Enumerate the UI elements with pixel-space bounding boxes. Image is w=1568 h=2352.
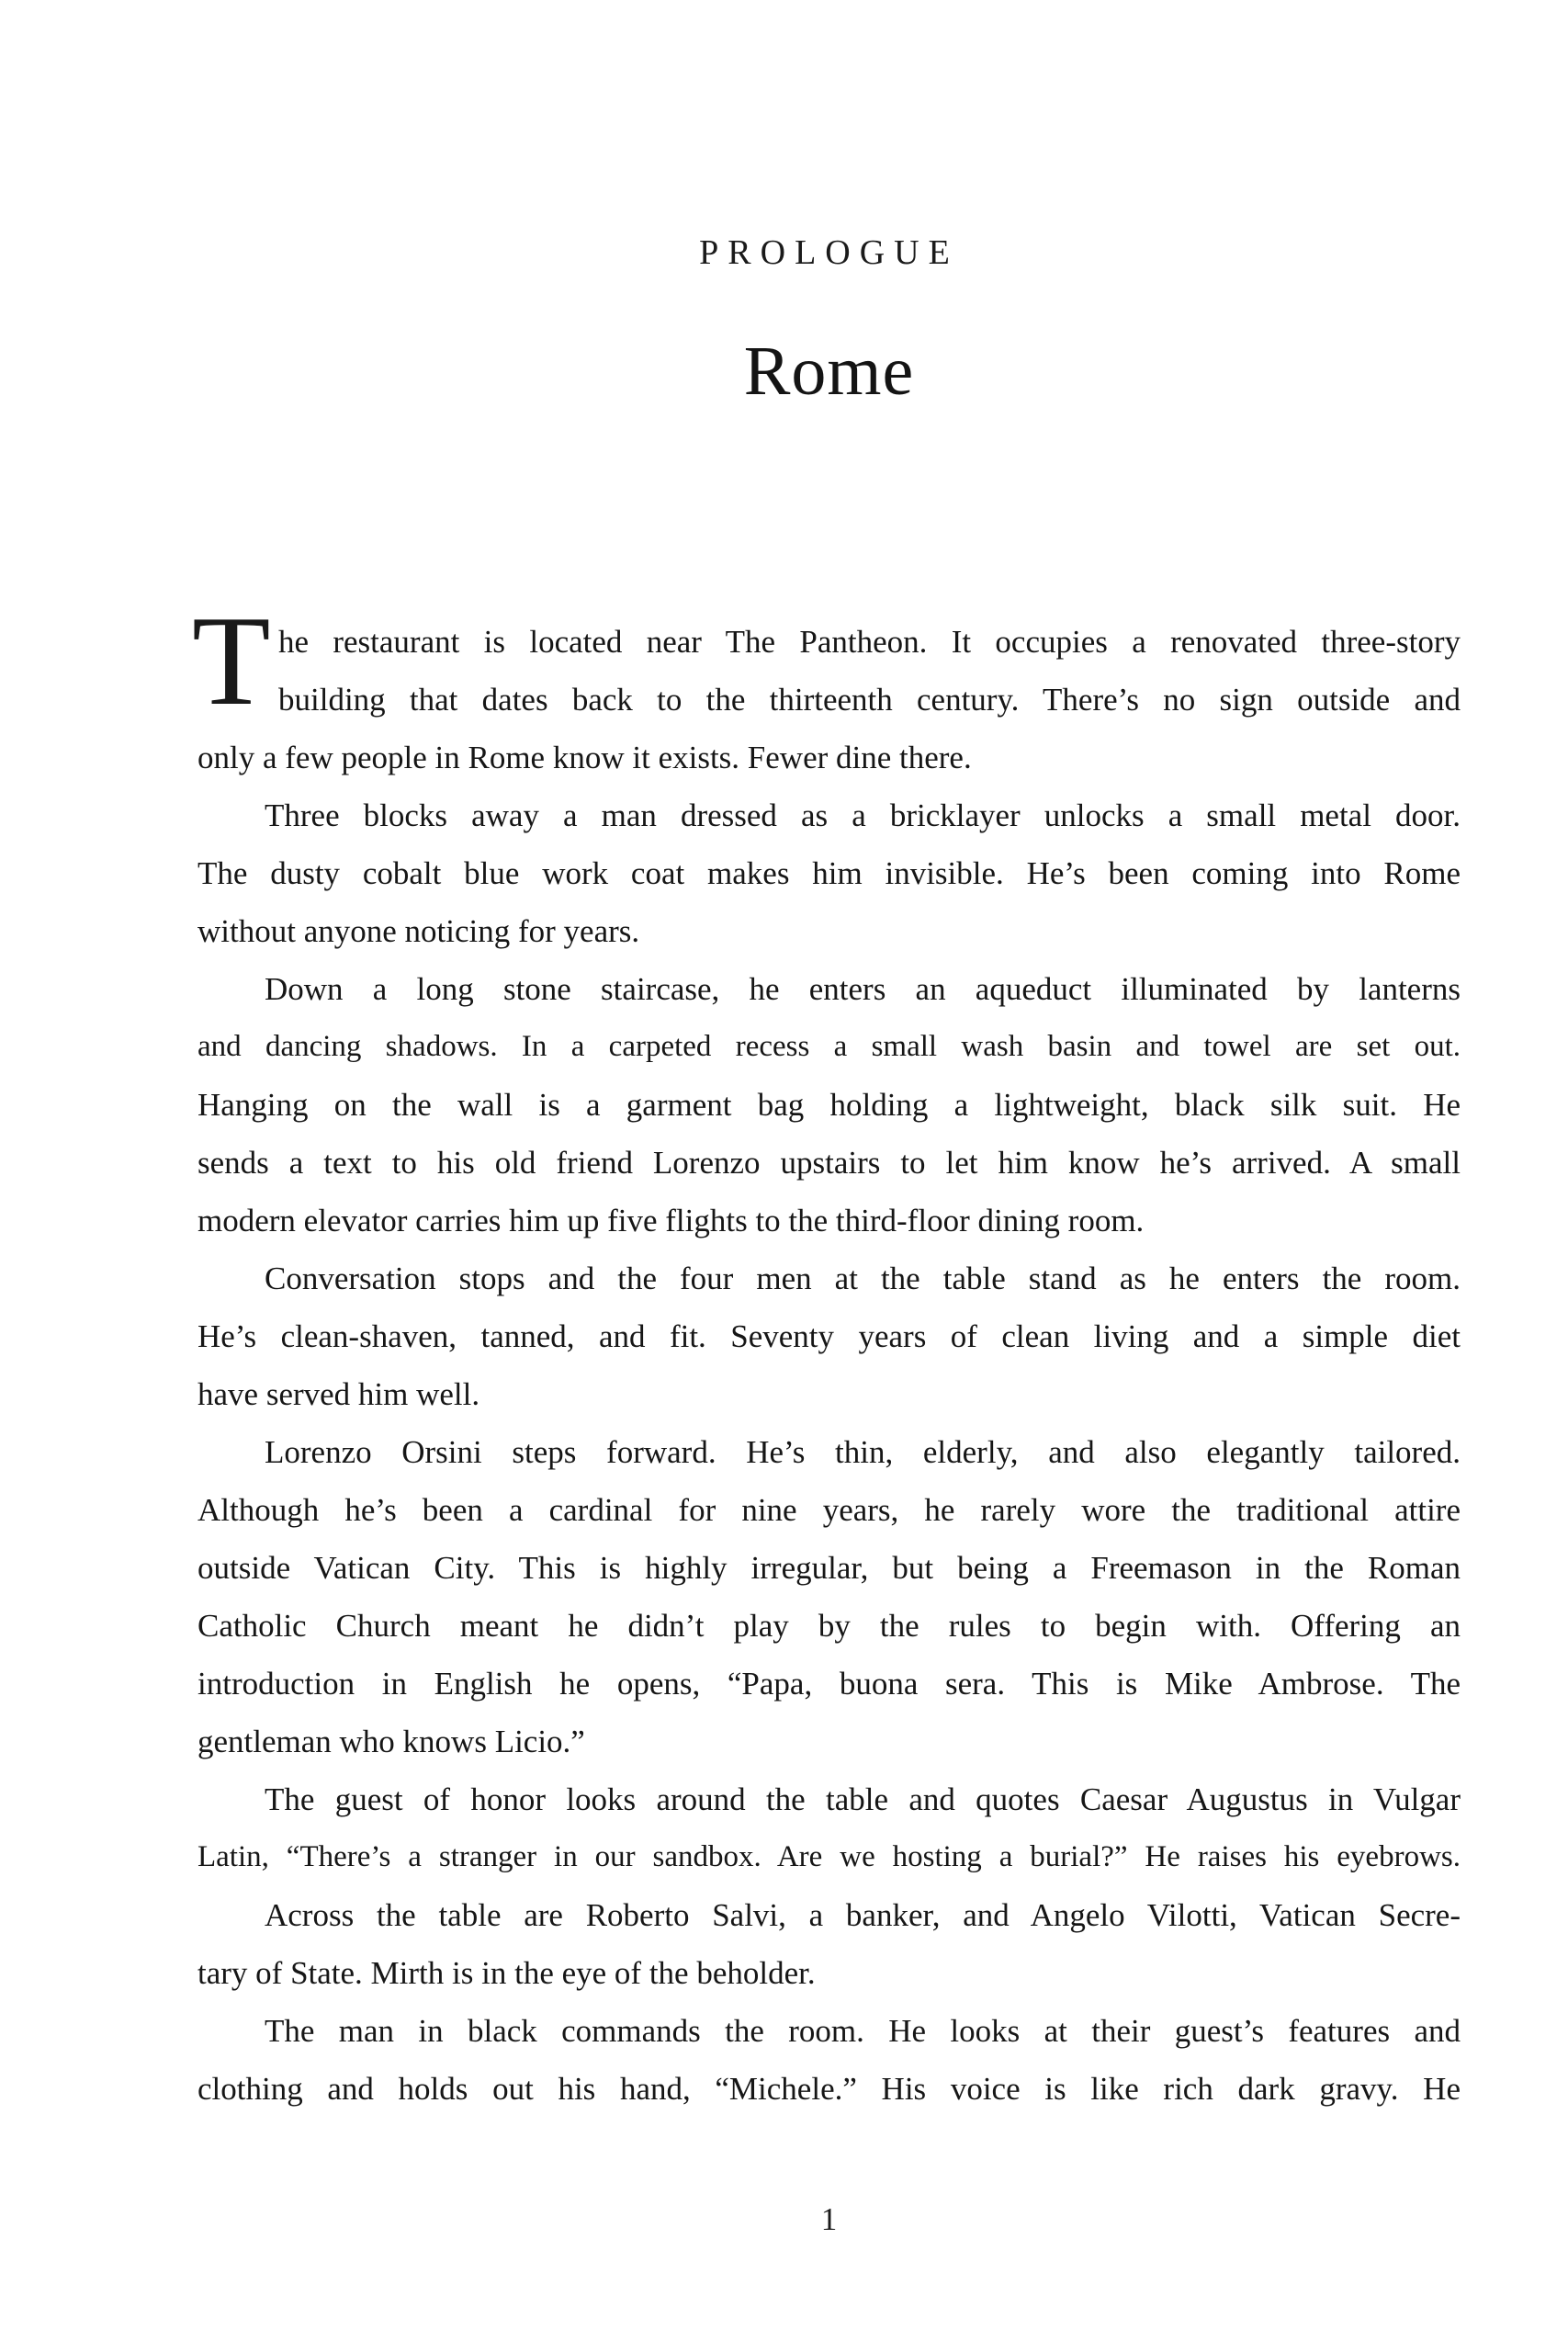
- text-line: sends a text to his old friend Lorenzo upstairs to let him know he’s arrived. A small: [197, 1145, 1461, 1181]
- text-line: Across the table are Roberto Salvi, a banker, and Angelo Vilotti, Vatican Secre-: [265, 1897, 1461, 1933]
- paragraph: [197, 1770, 1461, 1886]
- paragraph: [197, 786, 1461, 960]
- text-line: tary of State. Mirth is in the eye of the beholder.: [197, 1955, 816, 1991]
- paragraph: [197, 1250, 1461, 1423]
- text-line: only a few people in Rome know it exists. Fewer dine there.: [197, 740, 972, 775]
- paragraph: [197, 960, 1461, 1250]
- text-line: Lorenzo Orsini steps forward. He’s thin, elderly, and also elegantly tailored.: [265, 1434, 1461, 1470]
- text-line: Catholic Church meant he didn’t play by the rules to begin with. Offering an: [197, 1608, 1461, 1644]
- text-line: Although he’s been a cardinal for nine years, he rarely wore the traditional attire: [197, 1492, 1461, 1528]
- paragraph: [197, 613, 1461, 786]
- body-text: [197, 613, 1461, 2118]
- text-line: clothing and holds out his hand, “Michele.” His voice is like rich dark gravy. He: [197, 2071, 1461, 2107]
- text-line: Hanging on the wall is a garment bag holding a lightweight, black silk suit. He: [197, 1087, 1461, 1123]
- text-line: He’s clean-shaven, tanned, and fit. Seventy years of clean living and a simple diet: [197, 1318, 1461, 1354]
- text-line: modern elevator carries him up five flights to the third-floor dining room.: [197, 1203, 1145, 1238]
- drop-cap: T: [192, 590, 271, 732]
- text-line: have served him well.: [197, 1376, 480, 1412]
- paragraph: [197, 2002, 1461, 2118]
- prologue-kicker: PROLOGUE: [699, 233, 959, 272]
- page-number: 1: [820, 2201, 838, 2237]
- text-line: Latin, “There’s a stranger in our sandbox. Are we hosting a burial?” He raises his eyebrows.: [197, 1840, 1461, 1873]
- text-line: without anyone noticing for years.: [197, 913, 640, 949]
- text-line: introduction in English he opens, “Papa, buona sera. This is Mike Ambrose. The: [197, 1666, 1461, 1702]
- text-line: Three blocks away a man dressed as a bricklayer unlocks a small metal door.: [265, 797, 1461, 833]
- paragraph: [197, 1886, 1461, 2002]
- text-column: [192, 0, 1461, 2352]
- text-line: The man in black commands the room. He looks at their guest’s features and: [265, 2013, 1461, 2049]
- text-line: he restaurant is located near The Pantheon. It occupies a renovated three-story: [278, 624, 1461, 660]
- paragraph: [197, 1423, 1461, 1770]
- text-line: outside Vatican City. This is highly irregular, but being a Freemason in the Roman: [197, 1550, 1461, 1586]
- chapter-title: Rome: [743, 333, 915, 410]
- text-line: The guest of honor looks around the table and quotes Caesar Augustus in Vulgar: [265, 1781, 1461, 1817]
- text-line: Conversation stops and the four men at the table stand as he enters the room.: [265, 1261, 1461, 1296]
- text-line: The dusty cobalt blue work coat makes him invisible. He’s been coming into Rome: [197, 855, 1461, 891]
- text-line: gentleman who knows Licio.”: [197, 1724, 585, 1759]
- text-line: and dancing shadows. In a carpeted recess a small wash basin and towel are set out.: [197, 1030, 1461, 1063]
- text-line: building that dates back to the thirteenth century. There’s no sign outside and: [278, 682, 1461, 718]
- text-line: Down a long stone staircase, he enters an aqueduct illuminated by lanterns: [265, 971, 1461, 1007]
